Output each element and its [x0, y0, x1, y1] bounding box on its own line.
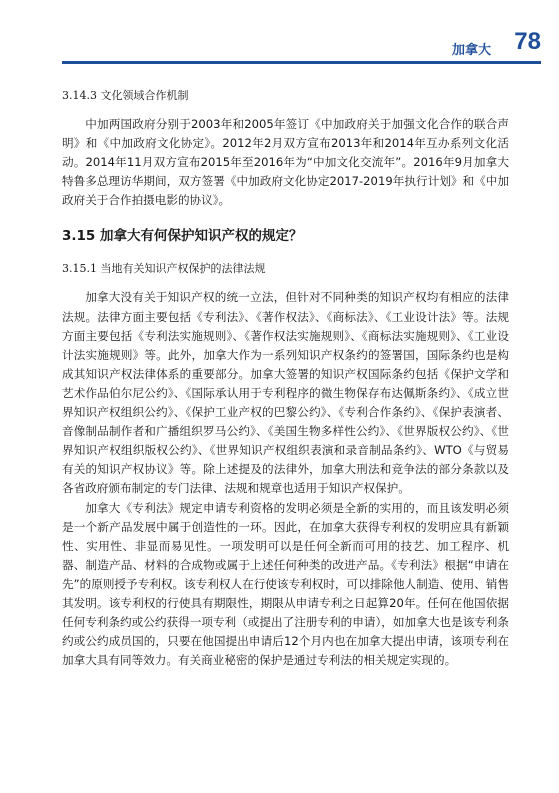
section-heading-3-15: 3.15 加拿大有何保护知识产权的规定？ [62, 228, 303, 245]
paragraph-patent-law: 加拿大《专利法》规定申请专利资格的发明必须是全新的实用的，而且该发明必须是一个新产品发展中属于创造性的一环。因此，在加拿大获得专利权的发明应具有新颖性、实用性、非显而易见性。一项发明可以是任何全新而可用的技艺、加工程序、机器、制造产品、材料的合成物或属于上述任何种类的改进产品。《专利法》根据“申请在先”的原则授予专利权。该专利权人在行使该专利权时，可以排除他人制造、使用、销售其发明。该专利权的行使具有期限性，期限从申请专利之日起算20年。任何在他国依据任何专利条约或公约获得一项专利（或提出了注册专利的申请），如加拿大也是该专利条约或公约成员国的，只要在他国提出申请后12个月内也在加拿大提出申请，该项专利在加拿大具有同等效力。有关商业秘密的保护是通过专利法的相关规定实现的。 [62, 500, 509, 668]
header-country-label: 加拿大 [451, 43, 491, 58]
paragraph-ip-laws: 加拿大没有关于知识产权的统一立法，但针对不同种类的知识产权均有相应的法律法规。法律方面主要包括《专利法》、《著作权法》、《商标法》、《工业设计法》等。法规方面主要包括《专利法实施规则》、《著作权法实施规则》、《商标法实施规则》、《工业设计法实施规则》等。此外，加拿大作为一系列知识产权条约的签署国，国际条约也是构成其知识产权法律体系的重要部分。加拿大签署的知识产权国际条约包括《保护文学和艺术作品伯尔尼公约》、《国际承认用于专利程序的微生物保存布达佩斯条约》、《成立世界知识产权组织公约》、《保护工业产权的巴黎公约》、《专利合作条约》、《保护表演者、音像制品制作者和广播组织罗马公约》、《美国生物多样性公约》、《世界版权公约》、《世界知识产权组织版权公约》、《世界知识产权组织表演和录音制品条约》、WTO《与贸易有关的知识产权协议》等。除上述提及的法律外，加拿大刑法和竞争法的部分条款以及各省政府颁布制定的专门法律、法规和规章也适用于知识产权保护。 [62, 290, 509, 496]
page-number: 78 [514, 28, 541, 55]
header-rule [62, 61, 541, 64]
paragraph-cultural-cooperation: 中加两国政府分别于2003年和2005年签订《中加政府关于加强文化合作的联合声明》和《中加政府文化协定》。2012年2月双方宣布2013年和2014年互办系列文化活动。2014年11月双方宣布2015年至2016年为“中加文化交流年”。2016年9月加拿大特鲁多总理访华期间，双方签署《中加政府文化协定2017-2019年执行计划》和《中加政府关于合作拍摄电影的协议》。 [62, 117, 509, 208]
page-body [62, 77, 509, 670]
subsection-heading-3-15-1: 3.15.1 当地有关知识产权保护的法律法规 [62, 262, 266, 276]
subsection-heading-3-14-3: 3.14.3 文化领域合作机制 [62, 89, 189, 102]
